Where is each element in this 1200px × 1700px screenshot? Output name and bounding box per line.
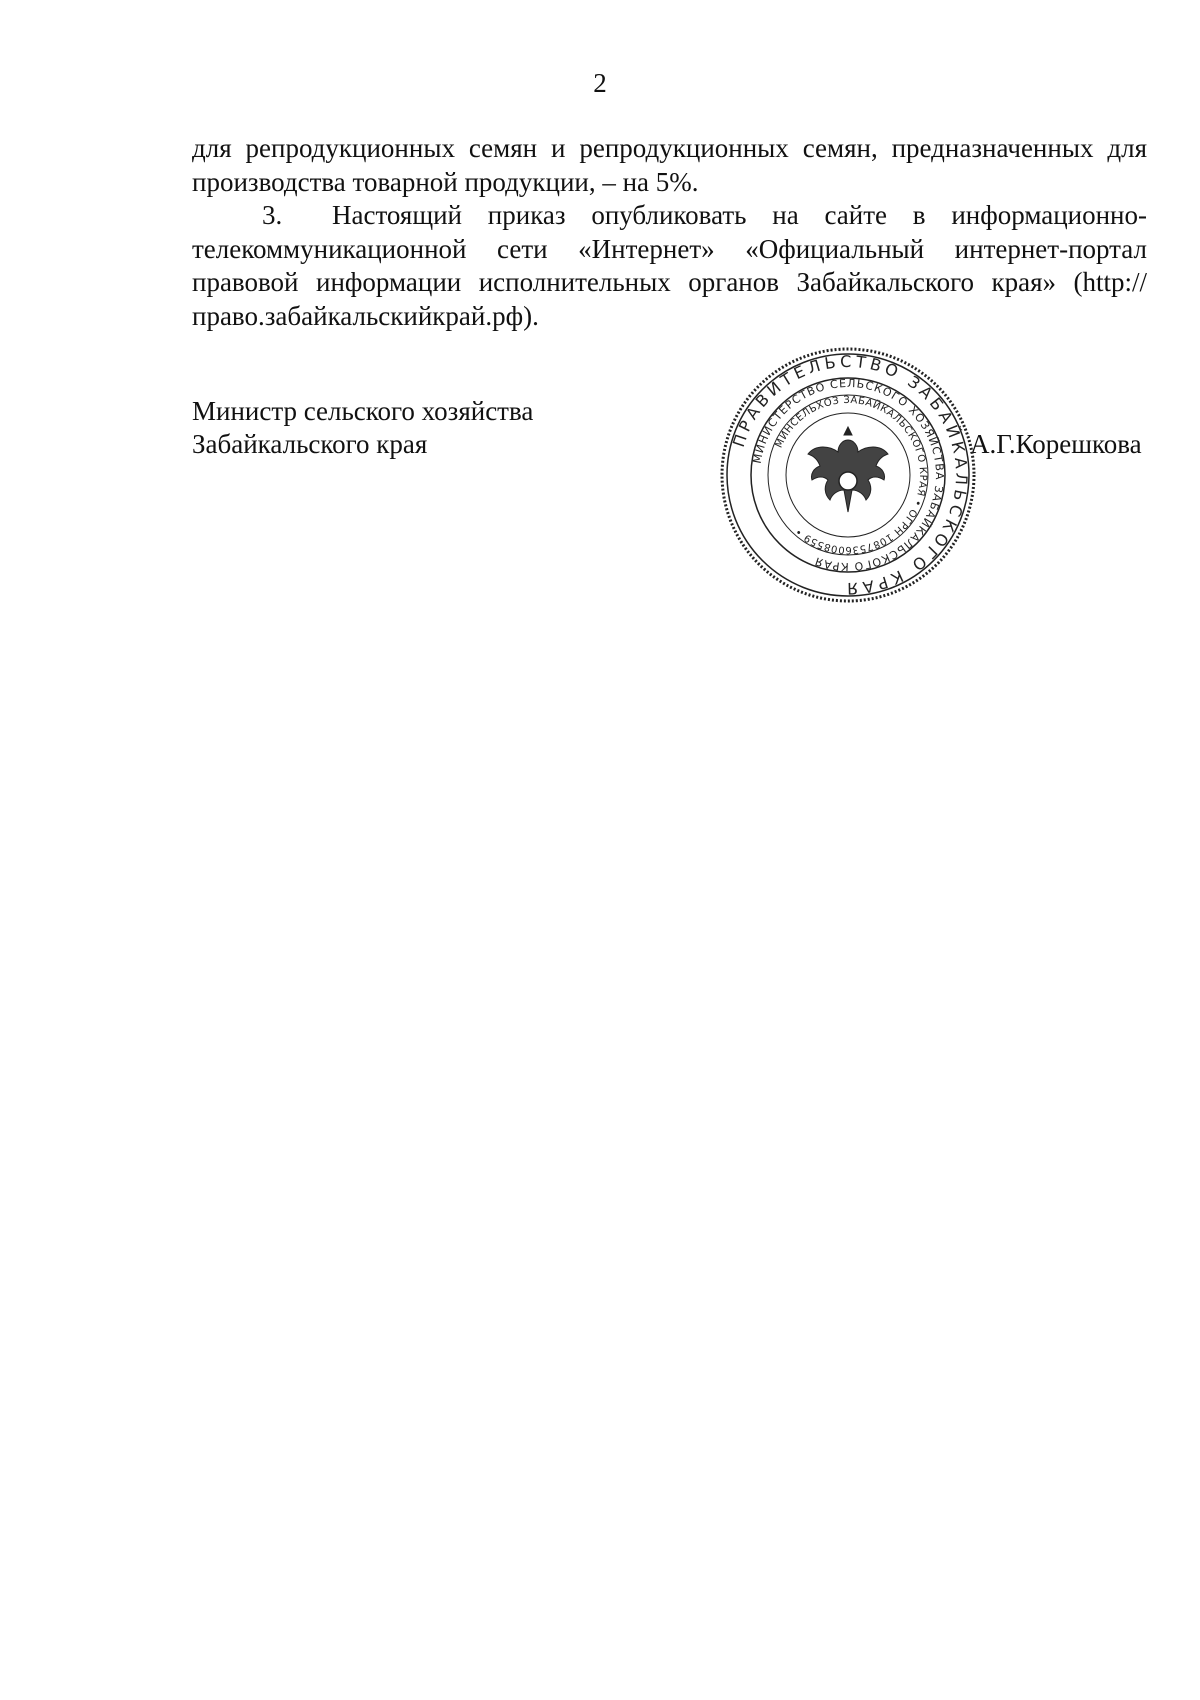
signer-name: А.Г.Корешкова (970, 429, 1142, 459)
svg-text:МИНСЕЛЬХОЗ ЗАБАЙКАЛЬСКОГО КРАЯ: МИНСЕЛЬХОЗ ЗАБАЙКАЛЬСКОГО КРАЯ • ОГРН 1087536008559 • (773, 394, 929, 556)
document-body (192, 132, 1147, 333)
position-line-2: Забайкальского края (192, 429, 428, 459)
page-number: 2 (593, 68, 607, 98)
official-seal (718, 345, 978, 605)
item-number: 3. (262, 200, 283, 230)
svg-text:ПРАВИТЕЛЬСТВО ЗАБАЙКАЛЬСКОГО К: ПРАВИТЕЛЬСТВО ЗАБАЙКАЛЬСКОГО КРАЯ (728, 351, 972, 599)
paragraph-item-3 (192, 199, 1147, 333)
coat-of-arms-icon (808, 427, 888, 512)
signature-position (192, 395, 533, 461)
item-text: Настоящий приказ опубликовать на сайте в информационно-телекоммуникационной сети «Интернет» «Официальный интернет-портал правовой информации исполнительных органов Забайкальского края» (http://право.забайкальскийкрай.рф). (192, 200, 1147, 331)
svg-text:МИНИСТЕРСТВО СЕЛЬСКОГО ХОЗЯЙСТ: МИНИСТЕРСТВО СЕЛЬСКОГО ХОЗЯЙСТВА ЗАБАЙКАЛЬСКОГО КРАЯ (750, 376, 947, 574)
position-line-1: Министр сельского хозяйства (192, 396, 534, 426)
paragraph-continuation: для репродукционных семян и репродукционных семян, предназначенных для производства товарной продукции, – на 5%. (192, 133, 1147, 197)
